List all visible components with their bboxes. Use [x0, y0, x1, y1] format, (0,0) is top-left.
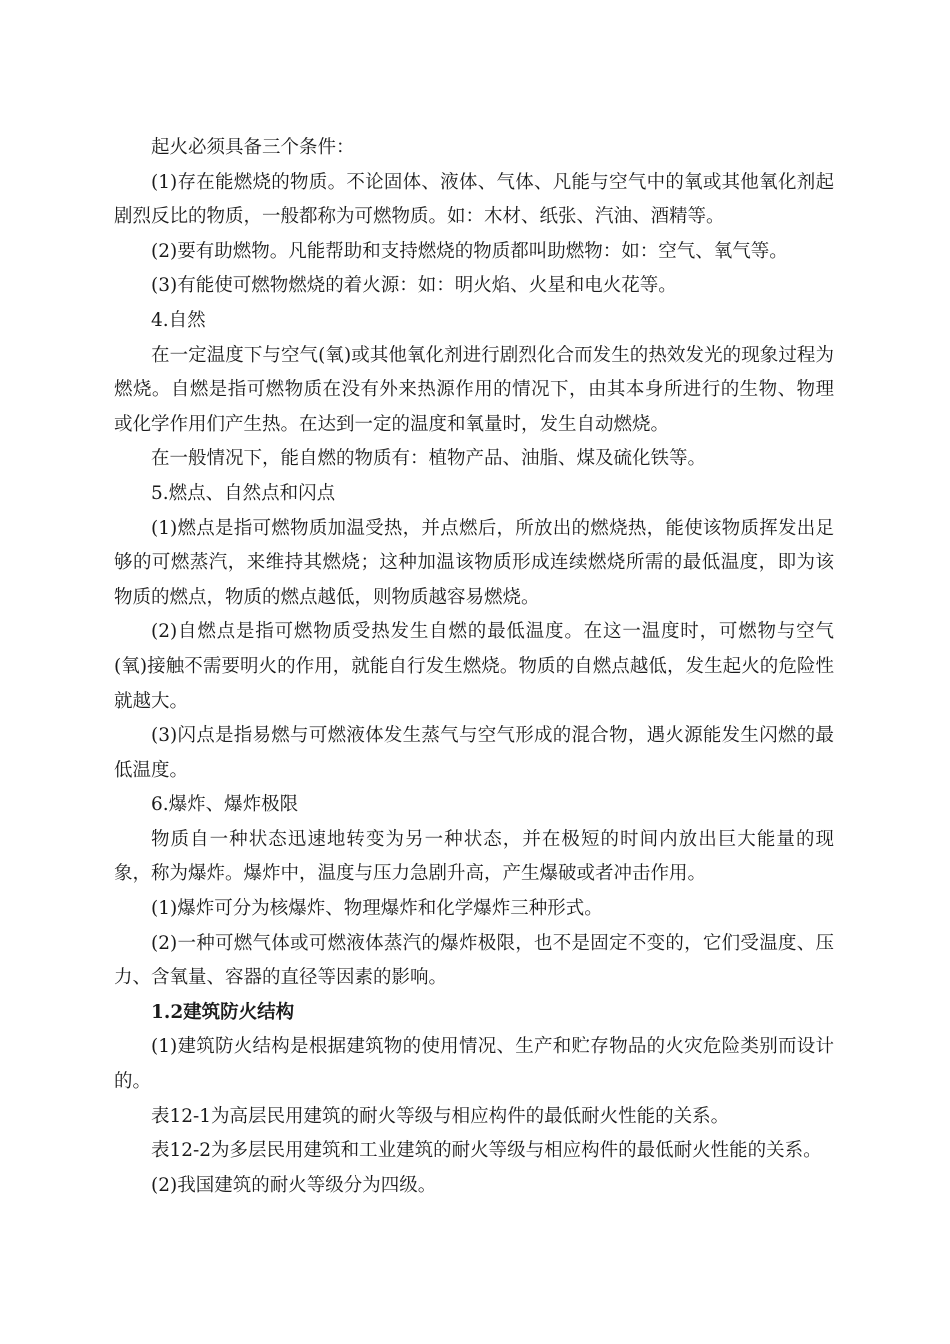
section-heading-4: 4.自然 [151, 309, 206, 331]
paragraph-flash-point: (3)闪点是指易燃与可燃液体发生蒸气与空气形成的混合物，遇火源能发生闪燃的最低温度。 [114, 725, 834, 781]
paragraph-explosion-definition: 物质自一种状态迅速地转变为另一种状态，并在极短的时间内放出巨大能量的现象，称为爆炸。爆炸中，温度与压力急剧升高，产生爆破或者冲击作用。 [114, 828, 834, 885]
paragraph-fire-conditions-intro: 起火必须具备三个条件： [151, 137, 355, 158]
paragraph-table-12-1-reference: 表12-1为高层民用建筑的耐火等级与相应构件的最低耐火性能的关系。 [151, 1105, 730, 1127]
paragraph-combustion-definition: 在一定温度下与空气(氧)或其他氧化剂进行剧烈化合而发生的热效发光的现象过程为燃烧。自燃是指可燃物质在没有外来热源作用的情况下，由其本身所进行的生物、物理或化学作用们产生热。在达到一定的温度和氧量时，发生自动燃烧。 [114, 344, 834, 435]
paragraph-table-12-2-reference: 表12-2为多层民用建筑和工业建筑的耐火等级与相应构件的最低耐火性能的关系。 [151, 1140, 822, 1162]
paragraph-condition-1: (1)存在能燃烧的物质。不论固体、液体、气体、凡能与空气中的氧或其他氧化剂起剧烈反比的物质，一般都称为可燃物质。如：木材、纸张、汽油、酒精等。 [114, 171, 834, 228]
paragraph-fire-resistance-grades: (2)我国建筑的耐火等级分为四级。 [151, 1174, 437, 1196]
section-heading-5: 5.燃点、自然点和闪点 [151, 482, 336, 504]
section-heading-1-2: 1.2建筑防火结构 [151, 1001, 295, 1023]
paragraph-condition-2: (2)要有助燃物。凡能帮助和支持燃烧的物质都叫助燃物：如：空气、氧气等。 [151, 240, 788, 262]
paragraph-autoignition-point: (2)自燃点是指可燃物质受热发生自燃的最低温度。在这一温度时，可燃物与空气(氧)接触不需要明火的作用，就能自行发生燃烧。物质的自燃点越低，发生起火的危险性就越大。 [114, 621, 834, 712]
paragraph-self-igniting-materials: 在一般情况下，能自燃的物质有：植物产品、油脂、煤及硫化铁等。 [151, 448, 707, 470]
paragraph-condition-3: (3)有能使可燃物燃烧的着火源：如：明火焰、火星和电火花等。 [151, 275, 677, 297]
section-heading-6: 6.爆炸、爆炸极限 [151, 794, 299, 816]
document-body [114, 131, 834, 1203]
paragraph-fireproof-structure: (1)建筑防火结构是根据建筑物的使用情况、生产和贮存物品的火灾危险类别而设计的。 [114, 1036, 834, 1093]
paragraph-ignition-point: (1)燃点是指可燃物质加温受热，并点燃后，所放出的燃烧热，能使该物质挥发出足够的可燃蒸汽，来维持其燃烧；这种加温该物质形成连续燃烧所需的最低温度，即为该物质的燃点，物质的燃点越低，则物质越容易燃烧。 [114, 517, 834, 608]
paragraph-explosion-limits: (2)一种可燃气体或可燃液体蒸汽的爆炸极限，也不是固定不变的，它们受温度、压力、含氧量、容器的直径等因素的影响。 [114, 932, 834, 989]
paragraph-explosion-types: (1)爆炸可分为核爆炸、物理爆炸和化学爆炸三种形式。 [151, 898, 603, 920]
